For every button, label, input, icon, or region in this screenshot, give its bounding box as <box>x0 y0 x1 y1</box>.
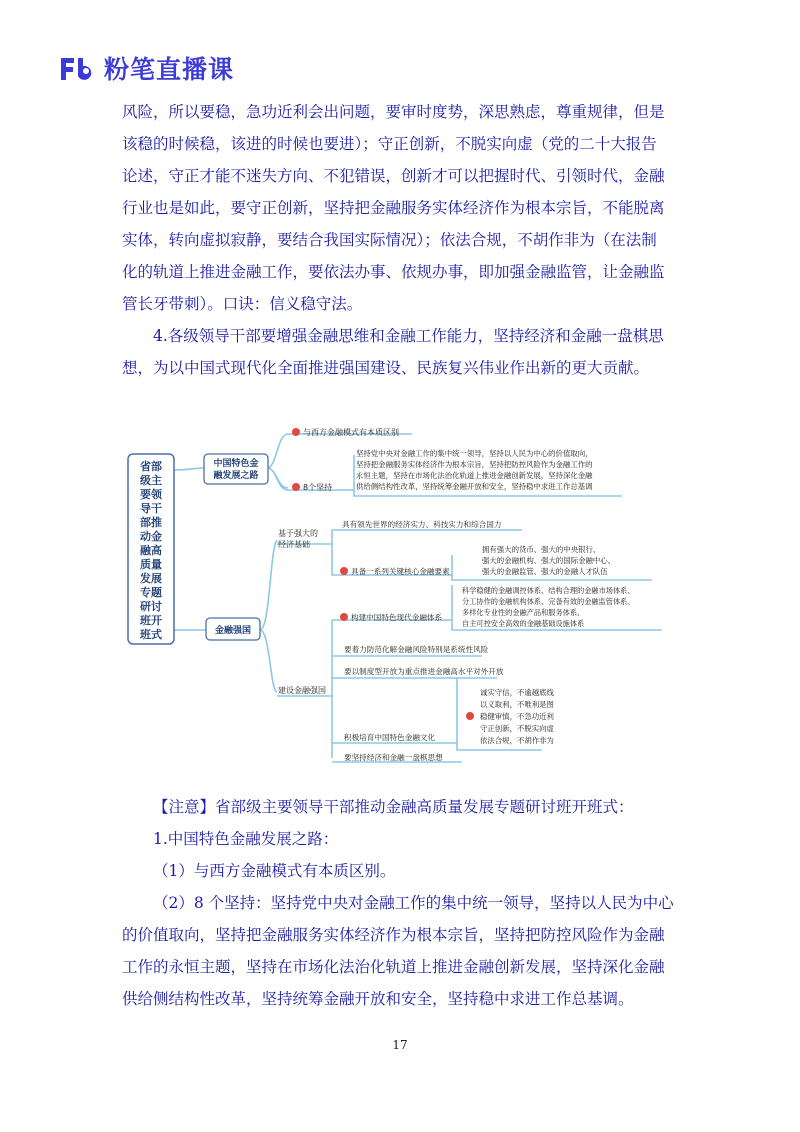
text-line: （1）与西方金融模式有本质区别。 <box>153 862 396 880</box>
svg-text:8个坚持: 8个坚持 <box>303 483 333 492</box>
bullet-icon <box>340 567 348 575</box>
text-line: 工作的永恒主题，坚持在市场化法治化轨道上推进金融创新发展，坚持深化金融 <box>122 958 665 976</box>
svg-text:多样化专业性的金融产品和服务体系、: 多样化专业性的金融产品和服务体系、 <box>462 608 585 617</box>
svg-text:要以制度型开放为重点推进金融高水平对外开放: 要以制度型开放为重点推进金融高水平对外开放 <box>344 667 504 676</box>
text-line: （2）8 个坚持：坚持党中央对金融工作的集中统一领导，坚持以人民为中心 <box>153 894 674 912</box>
text-line: 该稳的时候稳，该进的时候也要进）；守正创新，不脱实向虚（党的二十大报告 <box>122 135 657 153</box>
svg-text:强大的金融机构、强大的国际金融中心、: 强大的金融机构、强大的国际金融中心、 <box>482 556 616 565</box>
finance-culture-detail <box>480 688 555 746</box>
svg-text:班开: 班开 <box>140 614 162 627</box>
modern-system-detail <box>462 586 635 628</box>
svg-text:强大的金融监管、强大的金融人才队伍: 强大的金融监管、强大的金融人才队伍 <box>482 567 608 576</box>
brand-name: 粉笔直播课 <box>104 55 235 84</box>
mind-map-figure <box>122 420 680 775</box>
svg-text:班式: 班式 <box>140 628 162 641</box>
root-label <box>139 459 163 641</box>
svg-text:研讨: 研讨 <box>140 600 162 613</box>
text-line: 论述，守正才能不迷失方向、不犯错误，创新才可以把握时代、引领时代，金融 <box>122 167 665 185</box>
svg-text:诚实守信，不逾越底线: 诚实守信，不逾越底线 <box>480 688 554 697</box>
text-line: 想，为以中国式现代化全面推进强国建设、民族复兴伟业作出新的更大贡献。 <box>122 359 650 377</box>
svg-text:要坚持经济和金融一盘棋思想: 要坚持经济和金融一盘棋思想 <box>344 753 443 762</box>
text-line: 4.各级领导干部要增强金融思维和金融工作能力，坚持经济和金融一盘棋思 <box>153 327 664 345</box>
bullet-icon <box>292 428 300 436</box>
text-line: 的价值取向，坚持把金融服务实体经济作为根本宗旨，坚持把防控风险作为金融 <box>122 926 665 944</box>
svg-text:省部: 省部 <box>140 460 162 473</box>
svg-text:科学稳健的金融调控体系、结构合理的金融市场体系、: 科学稳健的金融调控体系、结构合理的金融市场体系、 <box>462 586 635 595</box>
svg-text:积极培育中国特色金融文化: 积极培育中国特色金融文化 <box>344 733 436 742</box>
eight-adherences-detail <box>356 449 593 492</box>
svg-text:守正创新，不脱实向虚: 守正创新，不脱实向虚 <box>480 724 554 733</box>
svg-text:自主可控安全高效的金融基础设施体系: 自主可控安全高效的金融基础设施体系 <box>462 619 585 628</box>
svg-text:与西方金融模式有本质区别: 与西方金融模式有本质区别 <box>303 428 399 437</box>
svg-text:永恒主题，坚持在市场化法治化轨道上推进金融创新发展，坚持深化: 永恒主题，坚持在市场化法治化轨道上推进金融创新发展，坚持深化金融 <box>356 471 593 480</box>
svg-text:质量: 质量 <box>140 558 162 571</box>
svg-text:坚持把金融服务实体经济作为根本宗旨，坚持把防控风险作为金融工: 坚持把金融服务实体经济作为根本宗旨，坚持把防控风险作为金融工作的 <box>356 460 593 469</box>
text-line: 行业也是如此，要守正创新，坚持把金融服务实体经济作为根本宗旨，不能脱离 <box>122 199 665 217</box>
text-line: 【注意】省部级主要领导干部推动金融高质量发展专题研讨班开班式： <box>153 798 634 816</box>
svg-text:具有领先世界的经济实力、科技实力和综合国力: 具有领先世界的经济实力、科技实力和综合国力 <box>342 520 502 529</box>
svg-text:专题: 专题 <box>140 586 162 599</box>
svg-text:分工协作的金融机构体系、完备有效的金融监管体系、: 分工协作的金融机构体系、完备有效的金融监管体系、 <box>462 597 635 606</box>
text-line: 化的轨道上推进金融工作，要依法办事、依规办事，即加强金融监管，让金融监 <box>122 263 665 281</box>
svg-text:级主: 级主 <box>140 474 162 487</box>
sub-economic-foundation: 基于强大的 <box>278 529 318 538</box>
svg-text:依法合规，不胡作非为: 依法合规，不胡作非为 <box>480 736 554 745</box>
svg-text:以义取利，不唯利是图: 以义取利，不唯利是图 <box>480 700 554 709</box>
text-line: 供给侧结构性改革，坚持统筹金融开放和安全，坚持稳中求进工作总基调。 <box>122 990 634 1008</box>
text-line: 实体，转向虚拟寂静，要结合我国实际情况）；依法合规，不胡作非为（在法制 <box>122 231 657 249</box>
text-line: 1.中国特色金融发展之路： <box>153 830 339 848</box>
svg-text:融高: 融高 <box>140 544 162 557</box>
text-line: 管长牙带刺）。口诀：信义稳守法。 <box>122 295 363 313</box>
svg-text:要领: 要领 <box>140 488 162 501</box>
svg-text:部推: 部推 <box>140 516 162 529</box>
svg-text:拥有强大的货币、强大的中央银行、: 拥有强大的货币、强大的中央银行、 <box>482 545 601 554</box>
svg-text:动金: 动金 <box>140 530 162 543</box>
bullet-icon <box>466 712 474 720</box>
mind-map-svg <box>122 420 680 775</box>
svg-text:供给侧结构性改革，坚持统筹金融开放和安全，坚持稳中求进工作总: 供给侧结构性改革，坚持统筹金融开放和安全，坚持稳中求进工作总基调 <box>356 482 593 491</box>
svg-text:金融强国: 金融强国 <box>214 626 252 636</box>
svg-text:导干: 导干 <box>140 502 162 515</box>
svg-text:中国特色金: 中国特色金 <box>213 459 259 469</box>
brand-logo <box>58 50 234 86</box>
sub-build-financial-power: 建设金融强国 <box>278 686 326 695</box>
fb-logo-icon <box>58 54 98 82</box>
svg-text:融发展之路: 融发展之路 <box>213 471 259 481</box>
bullet-icon <box>292 483 300 491</box>
svg-text:发展: 发展 <box>140 572 162 585</box>
page-number: 17 <box>392 1038 408 1052</box>
bullet-icon <box>340 613 348 621</box>
strong-elements-detail <box>482 545 615 576</box>
text-line: 风险，所以要稳，急功近利会出问题，要审时度势，深思熟虑，尊重规律，但是 <box>122 103 665 121</box>
svg-text:稳健审慎，不急功近利: 稳健审慎，不急功近利 <box>480 712 554 721</box>
svg-text:构建中国特色现代金融体系: 构建中国特色现代金融体系 <box>351 613 443 622</box>
svg-text:要着力防范化解金融风险特别是系统性风险: 要着力防范化解金融风险特别是系统性风险 <box>344 645 489 654</box>
svg-text:具备一系列关键核心金融要素: 具备一系列关键核心金融要素 <box>351 567 450 576</box>
svg-text:坚持党中央对金融工作的集中统一领导，坚持以人民为中心的价值取: 坚持党中央对金融工作的集中统一领导，坚持以人民为中心的价值取向， <box>356 449 593 458</box>
svg-text:经济基础: 经济基础 <box>278 540 310 549</box>
